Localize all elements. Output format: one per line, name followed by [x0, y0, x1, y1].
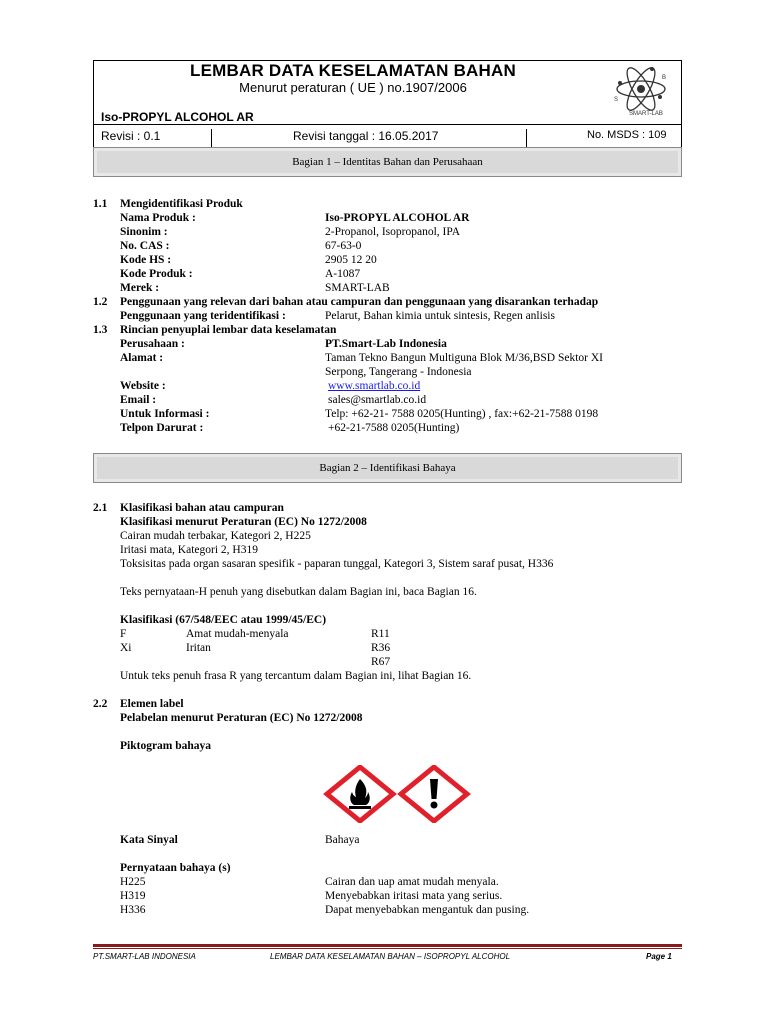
hazard-code: H319 — [120, 890, 146, 902]
footer-title: LEMBAR DATA KESELAMATAN BAHAN – ISOPROPYL ALCOHOL — [270, 952, 511, 961]
field-label: Merek : — [120, 282, 160, 294]
eec-code: Xi — [120, 642, 132, 654]
eec-r-phrase: R36 — [371, 642, 391, 654]
field-value: Pelarut, Bahan kimia untuk sintesis, Regen anlisis — [325, 310, 555, 322]
emergency-phone: +62-21-7588 0205(Hunting) — [328, 422, 460, 434]
classification-line: Cairan mudah terbakar, Kategori 2, H225 — [120, 530, 311, 542]
section-heading: Elemen label — [120, 698, 184, 710]
subheading: Klasifikasi (67/548/EEC atau 1999/45/EC) — [120, 614, 327, 626]
field-value: Iso-PROPYL ALCOHOL AR — [325, 212, 470, 224]
field-value: 2905 12 20 — [325, 254, 377, 266]
field-value: 2-Propanol, Isopropanol, IPA — [325, 226, 461, 238]
company-name: PT.Smart-Lab Indonesia — [325, 338, 447, 350]
pictogram-heading: Piktogram bahaya — [120, 740, 212, 752]
website-link[interactable]: www.smartlab.co.id — [328, 380, 421, 392]
eec-code: F — [120, 628, 127, 640]
hazard-code: H225 — [120, 876, 146, 888]
field-value: SMART-LAB — [325, 282, 390, 294]
field-label: Sinonim : — [120, 226, 168, 238]
field-label: Perusahaan : — [120, 338, 185, 350]
hazard-text: Menyebabkan iritasi mata yang serius. — [325, 890, 503, 902]
document-subtitle: Menurut peraturan ( UE ) no.1907/2006 — [239, 80, 467, 95]
svg-text:B: B — [662, 75, 667, 81]
flame-icon — [323, 765, 397, 823]
hazard-text: Cairan dan uap amat mudah menyala. — [325, 876, 499, 888]
eec-desc: Amat mudah-menyala — [186, 628, 289, 640]
signal-word-label: Kata Sinyal — [120, 834, 178, 846]
exclamation-icon — [397, 765, 471, 823]
subheading: Pelabelan menurut Peraturan (EC) No 1272/2008 — [120, 712, 363, 724]
email-value: sales@smartlab.co.id — [328, 394, 427, 406]
smart-lab-logo — [606, 61, 676, 119]
no-msds: No. MSDS : 109 — [587, 129, 667, 141]
section-heading: Mengidentifikasi Produk — [120, 198, 243, 210]
hazard-code: H336 — [120, 904, 146, 916]
footer-rule — [93, 944, 682, 947]
address-line-1: Taman Tekno Bangun Multiguna Blok M/36,BSD Sektor XI — [325, 352, 603, 364]
field-value: A-1087 — [325, 268, 361, 280]
hazard-statements-heading: Pernyataan bahaya (s) — [120, 862, 231, 874]
section-number: 2.2 — [93, 698, 108, 710]
field-value: 67-63-0 — [325, 240, 362, 252]
section-1-header: Bagian 1 – Identitas Bahan dan Perusahaan — [93, 147, 682, 177]
section-heading: Rincian penyuplai lembar data keselamatan — [120, 324, 337, 336]
section-number: 1.1 — [93, 198, 108, 210]
svg-text:S: S — [614, 97, 619, 103]
page-number: Page 1 — [646, 952, 672, 961]
section-2-header: Bagian 2 – Identifikasi Bahaya — [93, 453, 682, 483]
field-label: Kode HS : — [120, 254, 172, 266]
address-line-2: Serpong, Tangerang - Indonesia — [325, 366, 472, 378]
hazard-text: Dapat menyebabkan mengantuk dan pusing. — [325, 904, 530, 916]
field-label: Untuk Informasi : — [120, 408, 210, 420]
section-heading: Penggunaan yang relevan dari bahan atau campuran dan penggunaan yang disarankan terhadap — [120, 296, 599, 308]
eec-r-phrase: R67 — [371, 656, 391, 668]
revisi: Revisi : 0.1 — [101, 129, 161, 143]
eec-desc: Iritan — [186, 642, 211, 654]
eec-r-phrase: R11 — [371, 628, 390, 640]
subheading: Klasifikasi menurut Peraturan (EC) No 1272/2008 — [120, 516, 367, 528]
field-label: Website : — [120, 380, 166, 392]
signal-word: Bahaya — [325, 834, 360, 846]
document-title: LEMBAR DATA KESELAMATAN BAHAN — [190, 61, 516, 80]
info-value: Telp: +62-21- 7588 0205(Hunting) , fax:+62-21-7588 0198 — [325, 408, 599, 420]
logo-text: SMART-LAB — [629, 111, 663, 117]
classification-line: Toksisitas pada organ sasaran spesifik - paparan tunggal, Kategori 3, Sistem saraf pusat, H336 — [120, 558, 554, 570]
field-label: No. CAS : — [120, 240, 170, 252]
field-label: Telpon Darurat : — [120, 422, 204, 434]
field-label: Email : — [120, 394, 157, 406]
footer-company: PT.SMART-LAB INDONESIA — [93, 952, 196, 961]
revisi-tanggal: Revisi tanggal : 16.05.2017 — [293, 129, 439, 143]
field-label: Penggunaan yang teridentifikasi : — [120, 310, 286, 322]
section-number: 1.3 — [93, 324, 108, 336]
field-label: Alamat : — [120, 352, 164, 364]
h-statement-note: Teks pernyataan-H penuh yang disebutkan dalam Bagian ini, baca Bagian 16. — [120, 586, 477, 598]
product-name-header: Iso-PROPYL ALCOHOL AR — [101, 110, 254, 124]
field-label: Kode Produk : — [120, 268, 193, 280]
section-number: 2.1 — [93, 502, 108, 514]
classification-line: Iritasi mata, Kategori 2, H319 — [120, 544, 258, 556]
section-number: 1.2 — [93, 296, 108, 308]
footer-rule — [93, 948, 682, 949]
r-phrase-note: Untuk teks penuh frasa R yang tercantum dalam Bagian ini, lihat Bagian 16. — [120, 670, 472, 682]
section-heading: Klasifikasi bahan atau campuran — [120, 502, 284, 514]
field-label: Nama Produk : — [120, 212, 196, 224]
